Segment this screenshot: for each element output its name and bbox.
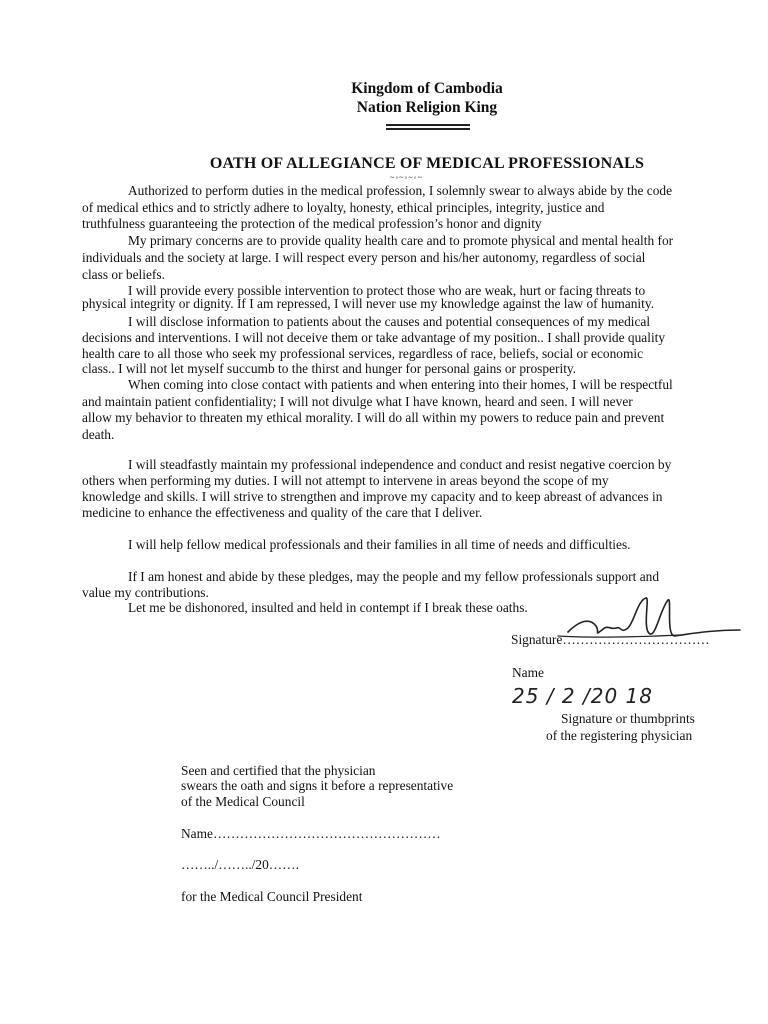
body-line: knowledge and skills. I will strive to strengthen and improve my capacity and to keep abreast of advances in [82, 489, 663, 504]
header-rule-bottom [386, 128, 470, 130]
body-line: others when performing my duties. I will not attempt to intervene in areas beyond the scope of my [82, 473, 609, 488]
body-line: I will help fellow medical professionals and their families in all time of needs and difficulties. [128, 537, 631, 552]
header-motto: Nation Religion King [356, 99, 498, 116]
body-line: decisions and interventions. I will not deceive them or take advantage of my position.. I shall provide quality [82, 330, 666, 345]
body-line: If I am honest and abide by these pledges, may the people and my fellow professionals support and [128, 569, 660, 584]
body-line: Let me be dishonored, insulted and held in contempt if I break these oaths. [128, 600, 528, 615]
body-line: I will steadfastly maintain my professional independence and conduct and resist negative coercion by [128, 457, 672, 472]
handwritten-date: 25 / 2 /20 18 [512, 684, 653, 708]
body-line: death. [82, 427, 115, 442]
body-line: physical integrity or dignity. If I am repressed, I will never use my knowledge against the law of humanity. [82, 296, 655, 311]
body-line: truthfulness guaranteeing the protection of the medical profession’s honor and dignity [82, 216, 542, 231]
signature-caption-2: of the registering physician [546, 728, 693, 743]
signature-label: Signature…………………………… [511, 632, 710, 647]
body-line: class or beliefs. [82, 267, 165, 282]
title-ornament: ~◦~◦~◦~ [390, 173, 423, 182]
cert-footer: for the Medical Council President [181, 889, 363, 904]
cert-date-field: ……../……../20……. [181, 857, 299, 872]
cert-line-1: Seen and certified that the physician [181, 763, 376, 778]
body-line: and maintain patient confidentiality; I will not divulge what I have known, heard and seen. I will never [82, 394, 633, 409]
signature-caption-1: Signature or thumbprints [561, 711, 695, 726]
document-title: OATH OF ALLEGIANCE OF MEDICAL PROFESSIONALS [209, 155, 645, 172]
body-line: I will disclose information to patients about the causes and potential consequences of my medical [128, 314, 651, 329]
body-line: of medical ethics and to strictly adhere to loyalty, honesty, ethical principles, integrity, justice and [82, 200, 605, 215]
body-line: medicine to enhance the effectiveness and quality of the care that I deliver. [82, 505, 483, 520]
body-line: I will provide every possible intervention to protect those who are weak, hurt or facing threats to [128, 283, 646, 298]
body-line: Authorized to perform duties in the medical profession, I solemnly swear to always abide by the code [128, 183, 673, 198]
header-country: Kingdom of Cambodia [351, 80, 503, 97]
cert-line-3: of the Medical Council [181, 794, 305, 809]
body-line: class.. I will not let myself succumb to the thirst and hunger for personal gains or prosperity. [82, 361, 577, 376]
body-line: individuals and the society at large. I will respect every person and his/her autonomy, regardless of social [82, 250, 646, 265]
body-line: When coming into close contact with patients and when entering into their homes, I will be respectful [128, 377, 673, 392]
name-label: Name [512, 665, 544, 680]
cert-name-field: Name…………………………………………… [181, 826, 441, 841]
header-rule-top [386, 124, 470, 126]
body-line: value my contributions. [82, 585, 209, 600]
body-line: health care to all those who seek my professional services, regardless of race, beliefs, social or economic [82, 346, 644, 361]
body-line: allow my behavior to threaten my ethical morality. I will do all within my powers to reduce pain and prevent [82, 410, 665, 425]
body-line: My primary concerns are to provide quality health care and to promote physical and mental health for [128, 233, 674, 248]
cert-line-2: swears the oath and signs it before a representative [181, 778, 454, 793]
